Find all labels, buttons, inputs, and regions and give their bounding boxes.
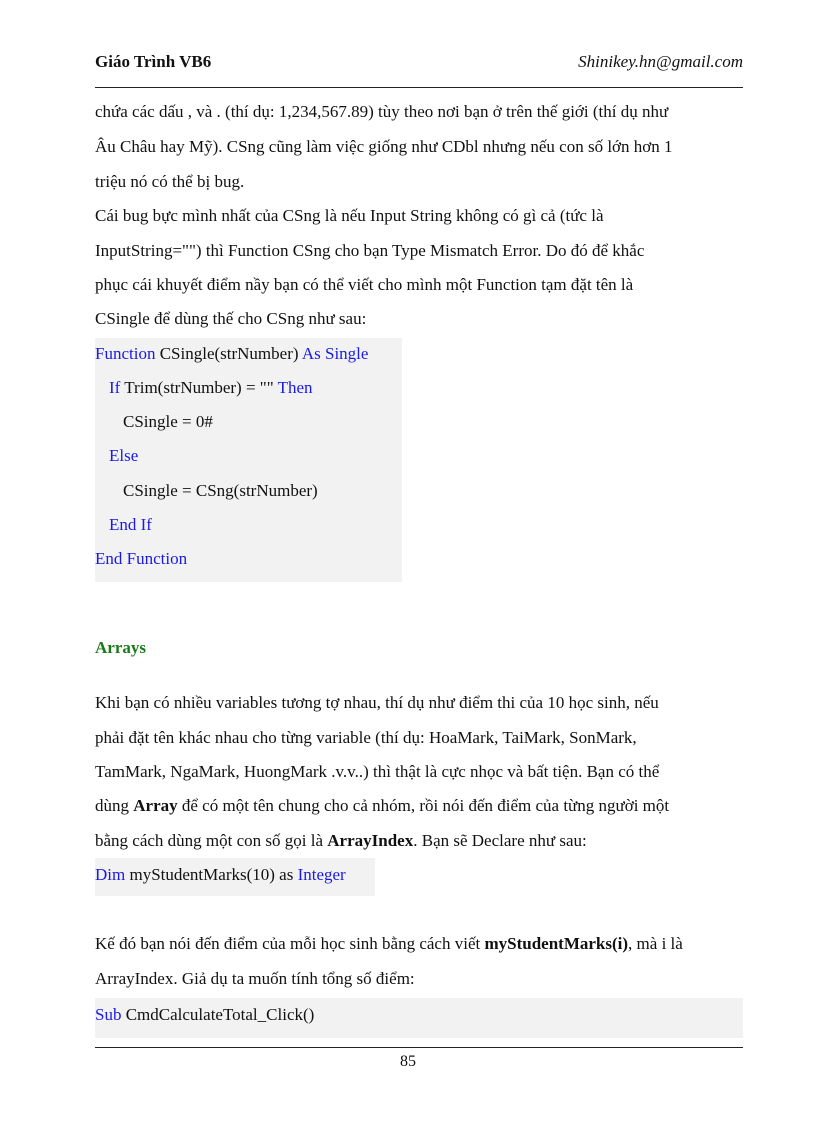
paragraph-line: phục cái khuyết điểm nầy bạn có thể viết cho mình một Function tạm đặt tên là — [95, 275, 634, 294]
code-line: CSingle = CSng(strNumber) — [123, 481, 318, 500]
page-number: 85 — [400, 1053, 416, 1070]
paragraph-line: TamMark, NgaMark, HuongMark .v.v..) thì thật là cực nhọc và bất tiện. Bạn có thể — [95, 762, 660, 781]
text-run: , mà i là — [628, 934, 683, 953]
code-keyword: Then — [277, 378, 313, 397]
code-line: CSingle = 0# — [123, 412, 213, 431]
paragraph-line — [95, 795, 669, 817]
bold-term: Array — [133, 796, 178, 815]
page-header — [95, 52, 743, 78]
text-run: . Bạn sẽ Declare như sau: — [413, 831, 587, 850]
paragraph-line: Âu Châu hay Mỹ). CSng cũng làm việc giống như CDbl nhưng nếu con số lớn hơn 1 — [95, 137, 673, 156]
code-block — [95, 338, 402, 582]
paragraph-line: ArrayIndex. Giả dụ ta muốn tính tổng số điểm: — [95, 969, 415, 988]
paragraph-line — [95, 830, 587, 852]
code-keyword: Sub — [95, 1005, 122, 1024]
header-rule — [95, 87, 743, 88]
code-text: CSingle(strNumber) — [155, 344, 302, 363]
paragraph-line — [95, 933, 683, 955]
paragraph-line: triệu nó có thể bị bug. — [95, 172, 245, 191]
code-line — [95, 343, 368, 365]
text-run: bằng cách dùng một con số gọi là — [95, 831, 328, 850]
bold-term: myStudentMarks(i) — [484, 934, 629, 953]
code-keyword: End Function — [95, 549, 188, 568]
bold-term: ArrayIndex — [327, 831, 414, 850]
section-heading: Arrays — [95, 638, 146, 657]
paragraph-line: chứa các dấu , và . (thí dụ: 1,234,567.89) tùy theo nơi bạn ở trên thế giới (thí dụ như — [95, 102, 669, 121]
code-keyword: Dim — [95, 865, 126, 884]
code-keyword: If — [109, 378, 121, 397]
paragraph-line: Cái bug bực mình nhất của CSng là nếu Input String không có gì cả (tức là — [95, 206, 604, 225]
code-keyword: Function — [95, 344, 156, 363]
paragraph-line: CSingle để dùng thế cho CSng như sau: — [95, 309, 367, 328]
paragraph-line: InputString="") thì Function CSng cho bạn Type Mismatch Error. Do đó để khắc — [95, 241, 645, 260]
paragraph-line: phải đặt tên khác nhau cho từng variable (thí dụ: HoaMark, TaiMark, SonMark, — [95, 728, 637, 747]
code-line — [95, 864, 346, 886]
text-run: Kế đó bạn nói đến điểm của mỗi học sinh bằng cách viết — [95, 934, 485, 953]
code-keyword: Else — [109, 446, 139, 465]
code-text: Trim(strNumber) = "" — [120, 378, 278, 397]
code-keyword: Integer — [297, 865, 346, 884]
code-line — [109, 377, 313, 399]
code-text: CmdCalculateTotal_Click() — [121, 1005, 315, 1024]
footer-rule — [95, 1047, 743, 1048]
code-keyword: As Single — [301, 344, 369, 363]
author-email: Shinikey.hn@gmail.com — [578, 52, 743, 71]
paragraph-line: Khi bạn có nhiều variables tương tợ nhau, thí dụ như điểm thi của 10 học sinh, nếu — [95, 693, 659, 712]
code-keyword: End If — [109, 515, 152, 534]
document-title: Giáo Trình VB6 — [95, 52, 212, 71]
code-text: myStudentMarks(10) as — [125, 865, 298, 884]
code-line — [95, 1004, 314, 1026]
text-run: dùng — [95, 796, 134, 815]
text-run: để có một tên chung cho cả nhóm, rồi nói đến điểm của từng người một — [177, 796, 670, 815]
